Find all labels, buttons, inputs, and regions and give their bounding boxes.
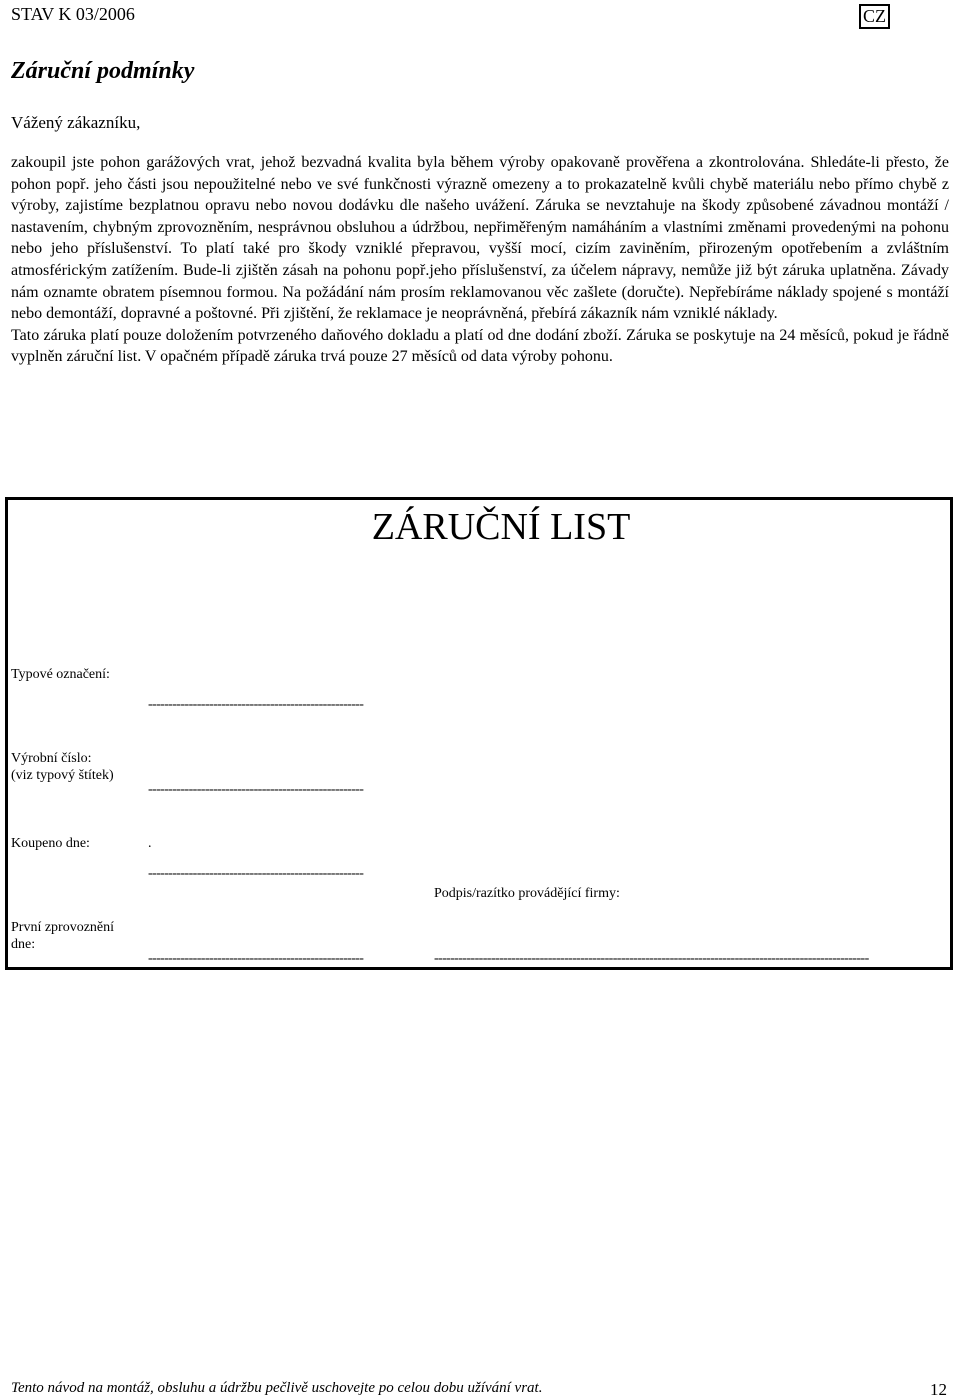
purchase-date-label: Koupeno dne: xyxy=(11,836,90,851)
page-title: Záruční podmínky xyxy=(11,58,195,84)
first-use-label: První zprovoznění xyxy=(11,920,115,935)
warranty-terms-paragraph: zakoupil jste pohon garážových vrat, jehož bezvadná kvalita byla během výroby opakovaně prověřena a zkontrolována. Shledáte-li přesto, že pohon popř. jeho části jsou nepoužitelné nebo ve své funkčnosti výrazně omezeny a to prokazatelně kvůli chybě materiálu nebo přímo chybě z výroby, zajistíme bezplatnou opravu nebo novou dodávku dle našeho uvážení. Záruka se nevztahuje na škody způsobené závadnou montáží / nastavením, chybným zprovozněním, nesprávnou obsluhou a údržbou, nepřiměřeným namáháním a vlastními změnami provedenými na pohonu nebo jeho příslušenství. To platí také pro škody vzniklé přepravou, vyšší mocí, cizím zaviněním, přirozeným opotřebením a zvláštním atmosférickým zatížením. Bude-li zjištěn zásah na pohonu popř.jeho příslušenství, za účelem nápravy, nemůže již být záruka uplatněna. Závady nám oznamte obratem písemnou formou. Na požádání nám prosím reklamovanou věc zašlete (doručte). Nepřebíráme náklady spojené s montáží nebo demontáží, dopravné a poštovné. Při zjištění, že reklamace je neoprávněná, přebírá zákazník nám vzniklé náklady. xyxy=(11,154,949,323)
serial-number-label: Výrobní číslo: xyxy=(11,751,92,766)
first-use-label-2: dne: xyxy=(11,937,36,952)
type-designation-field[interactable]: ----------------------------------------------------- xyxy=(148,697,364,712)
footer-note: Tento návod na montáž, obsluhu a údržbu pečlivě uschovejte po celou dobu užívání vrat. xyxy=(11,1380,543,1396)
greeting: Vážený zákazníku, xyxy=(11,113,141,132)
header-document-code: STAV K 03/2006 xyxy=(11,4,135,24)
type-designation-label: Typové označení: xyxy=(11,667,110,682)
purchase-date-field[interactable]: ----------------------------------------------------- xyxy=(148,866,364,881)
serial-number-field[interactable]: ----------------------------------------------------- xyxy=(148,782,364,797)
serial-number-hint: (viz typový štítek) xyxy=(11,768,114,783)
warranty-card-title: ZÁRUČNÍ LIST xyxy=(371,506,631,548)
purchase-date-value: . xyxy=(148,836,152,851)
warranty-terms-text xyxy=(11,152,949,368)
signature-field[interactable]: ----------------------------------------------------------------------------------------------------------- xyxy=(434,951,869,966)
page-number: 12 xyxy=(930,1380,947,1399)
warranty-terms-paragraph: Tato záruka platí pouze doložením potvrzeného daňového dokladu a platí od dne dodání zboží. Záruka se poskytuje na 24 měsíců, pokud je řádně vyplněn záruční list. V opačném případě záruka trvá pouze 27 měsíců od data výroby pohonu. xyxy=(11,326,949,366)
language-badge: CZ xyxy=(859,4,890,29)
first-use-date-field[interactable]: ----------------------------------------------------- xyxy=(148,951,364,966)
signature-label: Podpis/razítko provádějící firmy: xyxy=(434,886,620,901)
